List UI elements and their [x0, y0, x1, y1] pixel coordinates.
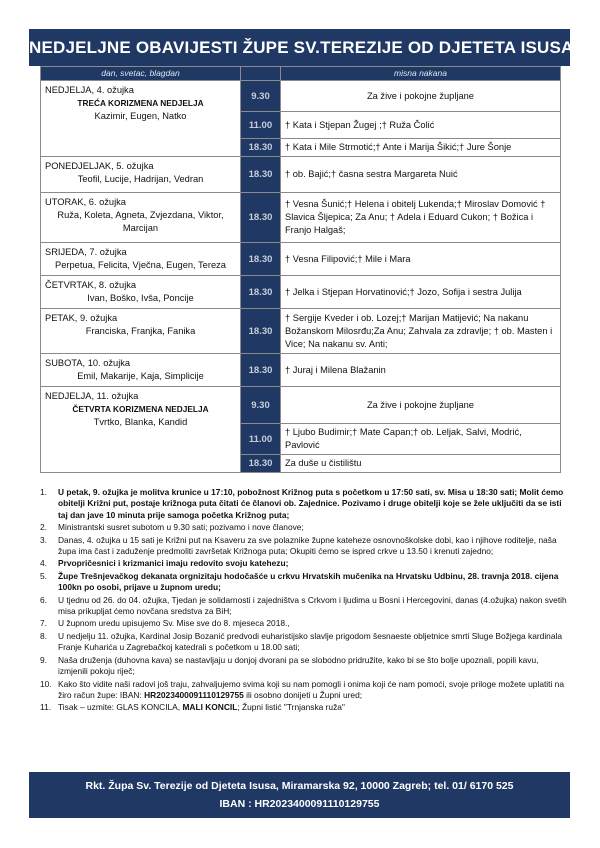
footer-address: Rkt. Župa Sv. Terezije od Djeteta Isusa, Miramarska 92, 10000 Zagreb; tel. 01/ 6170 525 — [85, 780, 514, 792]
mass-time: 18.30 — [241, 309, 281, 354]
mass-intention: † Juraj i Milena Blažanin — [281, 354, 561, 387]
saints: Ivan, Boško, Ivša, Poncije — [87, 293, 194, 303]
day-cell — [41, 193, 241, 243]
announcement-text — [58, 571, 568, 594]
mass-intention: † Vesna Šunić;† Helena i obitelj Lukenda;† Miroslav Domović † Slavica Šljepica; Za Anu; † Adela i Eduard Cukon; † Božica i Franjo Halgaš; — [281, 193, 561, 243]
table-row — [41, 387, 561, 424]
sunday-name: ČETVRTA KORIZMENA NEDJELJA — [72, 404, 209, 414]
announcement-text — [58, 535, 568, 558]
announcement-text — [58, 702, 568, 713]
mass-time: 18.30 — [241, 354, 281, 387]
announcement-main-text: Prvopričesnici i krizmanici imaju redovito svoju katehezu; — [58, 558, 289, 569]
day-name: PETAK, 9. ožujka — [45, 313, 118, 323]
announcement-text — [58, 631, 568, 654]
announcement-item — [40, 535, 568, 558]
table-row — [41, 81, 561, 112]
mass-intention: † Vesna Filipović;† Mile i Mara — [281, 243, 561, 276]
announcement-tail-text: ; Župni listić "Trnjanska ruža" — [237, 702, 345, 713]
day-name: SUBOTA, 10. ožujka — [45, 358, 131, 368]
announcement-number: 8. — [40, 630, 47, 641]
mass-time: 18.30 — [241, 157, 281, 193]
announcement-item — [40, 655, 568, 678]
day-cell — [41, 157, 241, 193]
day-name: NEDJELJA, 4. ožujka — [45, 85, 134, 95]
announcement-main-text: Župe Trešnjevačkog dekanata orgnizitaju hodočašće u crkvu Hrvatskih mučenika na Hrvatsku Udbinu, 28. travnja 2018. cijena 100kn po osobi, prijave u župnom uredu; — [58, 570, 559, 593]
announcement-text — [58, 618, 568, 629]
announcement-main-text: U petak, 9. ožujka je molitva krunice u 17:10, pobožnost Križnog puta s početkom u 17:50 sati, sv. Misa u 18:30 sati; Molit ćemo obitelji Križni put, postaje križnoga puta čitati će članovi ob. Zajednice. Pozivamo i druge obitelji koje se žele uključiti da se isti taj dan jave 10 minuta prije samoga početka Križnog puta; — [58, 487, 564, 520]
footer — [29, 772, 570, 818]
announcement-item — [40, 702, 568, 713]
announcement-bold-text: HR2023400091110129755 — [144, 689, 244, 700]
saints: Teofil, Lucije, Hadrijan, Vedran — [77, 174, 204, 184]
announcement-text — [58, 679, 568, 702]
page-title: NEDJELJNE OBAVIJESTI ŽUPE SV.TEREZIJE OD DJETETA ISUSA — [29, 29, 570, 66]
saints: Franciska, Franjka, Fanika — [85, 326, 196, 336]
announcement-item — [40, 679, 568, 702]
saints: Emil, Makarije, Kaja, Simplicije — [77, 371, 204, 381]
table-row — [41, 276, 561, 309]
col-day-header: dan, svetac, blagdan — [41, 67, 241, 81]
announcement-tail-text: ili osobno donijeti u Župni ured; — [243, 689, 363, 700]
mass-time: 18.30 — [241, 243, 281, 276]
mass-intention: Za žive i pokojne župljane — [281, 81, 561, 112]
mass-time: 11.00 — [241, 112, 281, 139]
table-row — [41, 193, 561, 243]
mass-time: 18.30 — [241, 193, 281, 243]
mass-time: 11.00 — [241, 424, 281, 455]
announcement-main-text: U župnom uredu upisujemo Sv. Mise sve do 8. mjeseca 2018., — [58, 618, 290, 629]
announcement-number: 2. — [40, 522, 47, 533]
saints: Tvrtko, Blanka, Kandid — [93, 417, 188, 427]
mass-intention: † ob. Bajić;† časna sestra Margareta Nuić — [281, 157, 561, 193]
table-row — [41, 157, 561, 193]
announcement-text — [58, 487, 568, 521]
announcement-text — [58, 522, 568, 533]
mass-intention: † Kata i Stjepan Žugej ;† Ruža Čolić — [281, 112, 561, 139]
day-cell — [41, 276, 241, 309]
announcement-main-text: Ministrantski susret subotom u 9.30 sati; pozivamo i nove članove; — [58, 522, 304, 533]
announcement-number: 10. — [40, 678, 52, 689]
announcement-number: 3. — [40, 534, 47, 545]
table-row — [41, 354, 561, 387]
announcement-text — [58, 655, 568, 678]
announcement-main-text: Tisak – uzmite: GLAS KONCILA, — [58, 702, 181, 713]
mass-intention: † Kata i Mile Strmotić;† Ante i Marija Šikić;† Jure Šonje — [281, 139, 561, 157]
day-cell — [41, 243, 241, 276]
announcement-text — [58, 558, 568, 569]
announcement-item — [40, 487, 568, 521]
sunday-name: TREĆA KORIZMENA NEDJELJA — [77, 98, 204, 108]
table-row — [41, 243, 561, 276]
mass-time: 9.30 — [241, 81, 281, 112]
col-intent-header: misna nakana — [281, 67, 561, 81]
announcement-number: 1. — [40, 487, 47, 497]
mass-time: 18.30 — [241, 276, 281, 309]
announcement-number: 4. — [40, 558, 47, 569]
footer-iban: IBAN : HR2023400091110129755 — [219, 798, 380, 810]
announcements-list — [40, 487, 568, 715]
mass-intention: † Ljubo Budimir;† Mate Capan;† ob. Leljak, Salvi, Modrić, Pavlović — [281, 424, 561, 455]
saints: Kazimir, Eugen, Natko — [94, 111, 187, 121]
day-cell — [41, 387, 241, 473]
announcement-item — [40, 558, 568, 569]
announcement-item — [40, 571, 568, 594]
announcement-text — [58, 595, 568, 618]
announcement-number: 5. — [40, 570, 47, 581]
day-cell — [41, 309, 241, 354]
saints: Perpetua, Felicita, Vječna, Eugen, Tereza — [55, 260, 226, 270]
announcement-item — [40, 618, 568, 629]
day-name: NEDJELJA, 11. ožujka — [45, 391, 139, 401]
table-row — [41, 309, 561, 354]
mass-time: 18.30 — [241, 139, 281, 157]
day-name: SRIJEDA, 7. ožujka — [45, 247, 127, 257]
announcement-main-text: Kako što vidite naši radovi još traju, zahvaljujemo svima koji su nam pomogli i onima koji će nam pomoći, svoje priloge možete uplatiti na žiro račun župe: IBAN: — [58, 678, 564, 700]
announcement-main-text: Naša druženja (duhovna kava) se nastavljaju u donjoj dvorani pa se slobodno pridružite, kako bi se što bolje upoznali, popili kavu, izmjenili pokoju riječ; — [58, 654, 539, 677]
table-header — [41, 67, 561, 81]
announcement-number: 7. — [40, 618, 47, 629]
mass-intention: † Jelka i Stjepan Horvatinović;† Jozo, Sofija i sestra Julija — [281, 276, 561, 309]
day-name: PONEDJELJAK, 5. ožujka — [45, 161, 154, 171]
announcement-bold-text: MALI KONCIL — [182, 702, 238, 713]
announcement-item — [40, 631, 568, 654]
day-name: ČETVRTAK, 8. ožujka — [45, 280, 137, 290]
announcement-number: 11. — [40, 702, 52, 713]
announcement-number: 6. — [40, 594, 47, 605]
mass-time: 18.30 — [241, 455, 281, 473]
day-name: UTORAK, 6. ožujka — [45, 197, 126, 207]
announcement-item — [40, 522, 568, 533]
saints: Ruža, Koleta, Agneta, Zvjezdana, Viktor, Marcijan — [57, 210, 224, 233]
announcement-main-text: U nedjelju 11. ožujka, Kardinal Josip Bozanić predvodi euharistijsko slavlje prigodom šesnaeste obljetnice smrti Sluge Božjega kardinala Franje Kuharića u Zagrebačkoj katedrali s početkom u 18.00 sati; — [58, 630, 563, 653]
mass-time: 9.30 — [241, 387, 281, 424]
day-cell — [41, 354, 241, 387]
mass-intention: † Sergije Kveder i ob. Lozej;† Marijan Matijević; Na nakanu Božanskom Milosrđu;Za Anu; Zahvala za zdravlje; † ob. Masten i Vice; Na nakanu sv. Anti; — [281, 309, 561, 354]
mass-schedule-table — [40, 66, 561, 473]
announcement-number: 9. — [40, 654, 47, 665]
announcement-main-text: Danas, 4. ožujka u 15 sati je Križni put na Ksaveru za sve polaznike župne kateheze osnovnoškolske dobi, kao i njihove roditelje, naša župa ima čast i zaduženje predmoliti završetak Križnoga puta; Okupiti ćemo se ispred crkve u 13.50 i krenuti zajedno; — [58, 534, 557, 557]
mass-intention: Za žive i pokojne župljane — [281, 387, 561, 424]
mass-intention: Za duše u čistilištu — [281, 455, 561, 473]
announcement-item — [40, 595, 568, 618]
day-cell — [41, 81, 241, 157]
announcement-main-text: U tjednu od 26. do 04. ožujka, Tjedan je solidarnosti i zajedništva s Crkvom i ljudima u Bosni i Hercegovini, danas (4.ožujka) nakon svetih misa prikupljat ćemo novčana sredstva za BiH; — [58, 594, 567, 617]
